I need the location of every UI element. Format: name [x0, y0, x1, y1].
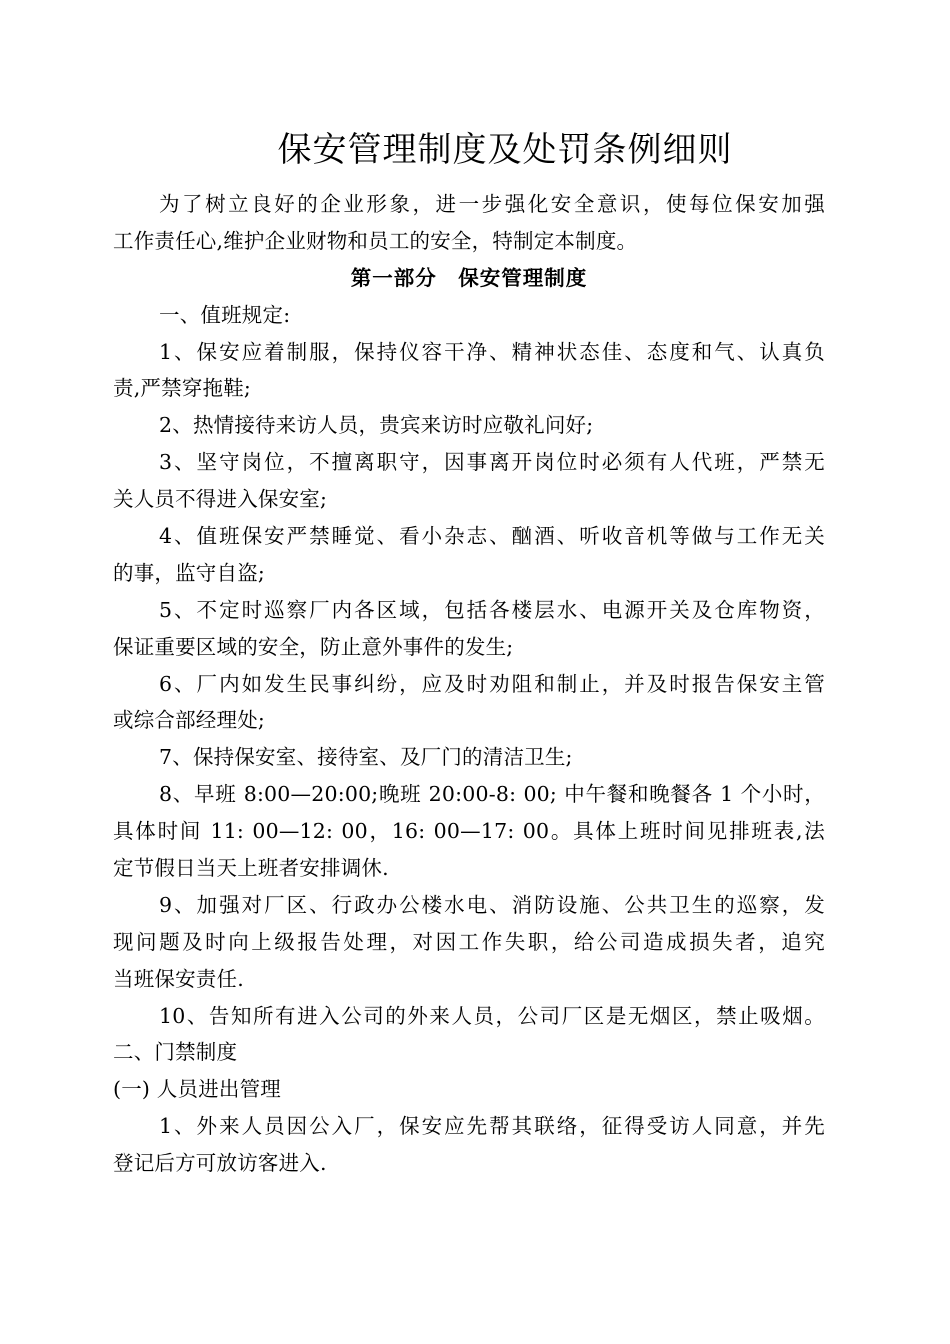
item-5-line-2: 保证重要区域的安全，防止意外事件的发生; — [113, 634, 514, 659]
document-title: 保安管理制度及处罚条例细则 — [277, 130, 733, 170]
item-9-line-3: 当班保安责任. — [113, 966, 244, 991]
item-6-line-2: 或综合部经理处; — [113, 708, 266, 733]
sub1-item-1-line-2: 登记后方可放访客进入. — [113, 1151, 327, 1176]
document-body — [113, 186, 825, 1182]
item-1-line-1: 1、保安应着制服，保持仪容干净、精神状态佳、态度和气、认真负 — [159, 339, 825, 364]
item-8-line-2: 具体时间 11: 00—12: 00，16: 00—17: 00。具体上班时间见排班表,法 — [113, 819, 825, 844]
item-8-line-1: 8、早班 8:00—20:00;晚班 20:00-8: 00; 中午餐和晚餐各 1 个小时， — [159, 782, 825, 807]
item-9-line-2: 现问题及时向上级报告处理，对因工作失职，给公司造成损失者，追究 — [113, 929, 825, 954]
intro-line-1: 为了树立良好的企业形象，进一步强化安全意识，使每位保安加强 — [159, 192, 825, 216]
item-6-line-1: 6、厂内如发生民事纠纷，应及时劝阻和制止，并及时报告保安主管 — [159, 671, 825, 696]
item-5-line-1: 5、不定时巡察厂内各区域，包括各楼层水、电源开关及仓库物资， — [159, 597, 825, 622]
part1-heading: 第一部分 保安管理制度 — [350, 265, 588, 290]
item-1-line-2: 责,严禁穿拖鞋; — [113, 376, 252, 401]
item-4-line-2: 的事，监守自盗; — [113, 560, 266, 585]
item-3-line-2: 关人员不得进入保安室; — [113, 487, 328, 512]
section1-heading: 一、值班规定: — [159, 302, 291, 327]
item-2: 2、热情接待来访人员，贵宾来访时应敬礼问好; — [159, 413, 594, 438]
intro-line-2: 工作责任心,维护企业财物和员工的安全，特制定本制度。 — [113, 228, 638, 253]
item-8-line-3: 定节假日当天上班者安排调休. — [113, 856, 389, 881]
subsection1-heading: (一) 人员进出管理 — [113, 1077, 282, 1102]
item-9-line-1: 9、加强对厂区、行政办公楼水电、消防设施、公共卫生的巡察，发 — [159, 892, 825, 917]
item-3-line-1: 3、坚守岗位，不擅离职守，因事离开岗位时必须有人代班，严禁无 — [159, 450, 825, 475]
sub1-item-1-line-1: 1、外来人员因公入厂，保安应先帮其联络，征得受访人同意，并先 — [159, 1114, 825, 1139]
item-10: 10、告知所有进入公司的外来人员，公司厂区是无烟区，禁止吸烟。 — [159, 1003, 825, 1028]
item-4-line-1: 4、值班保安严禁睡觉、看小杂志、酗酒、听收音机等做与工作无关 — [159, 524, 825, 549]
section2-heading: 二、门禁制度 — [113, 1040, 238, 1065]
item-7: 7、保持保安室、接待室、及厂门的清洁卫生; — [159, 745, 573, 770]
